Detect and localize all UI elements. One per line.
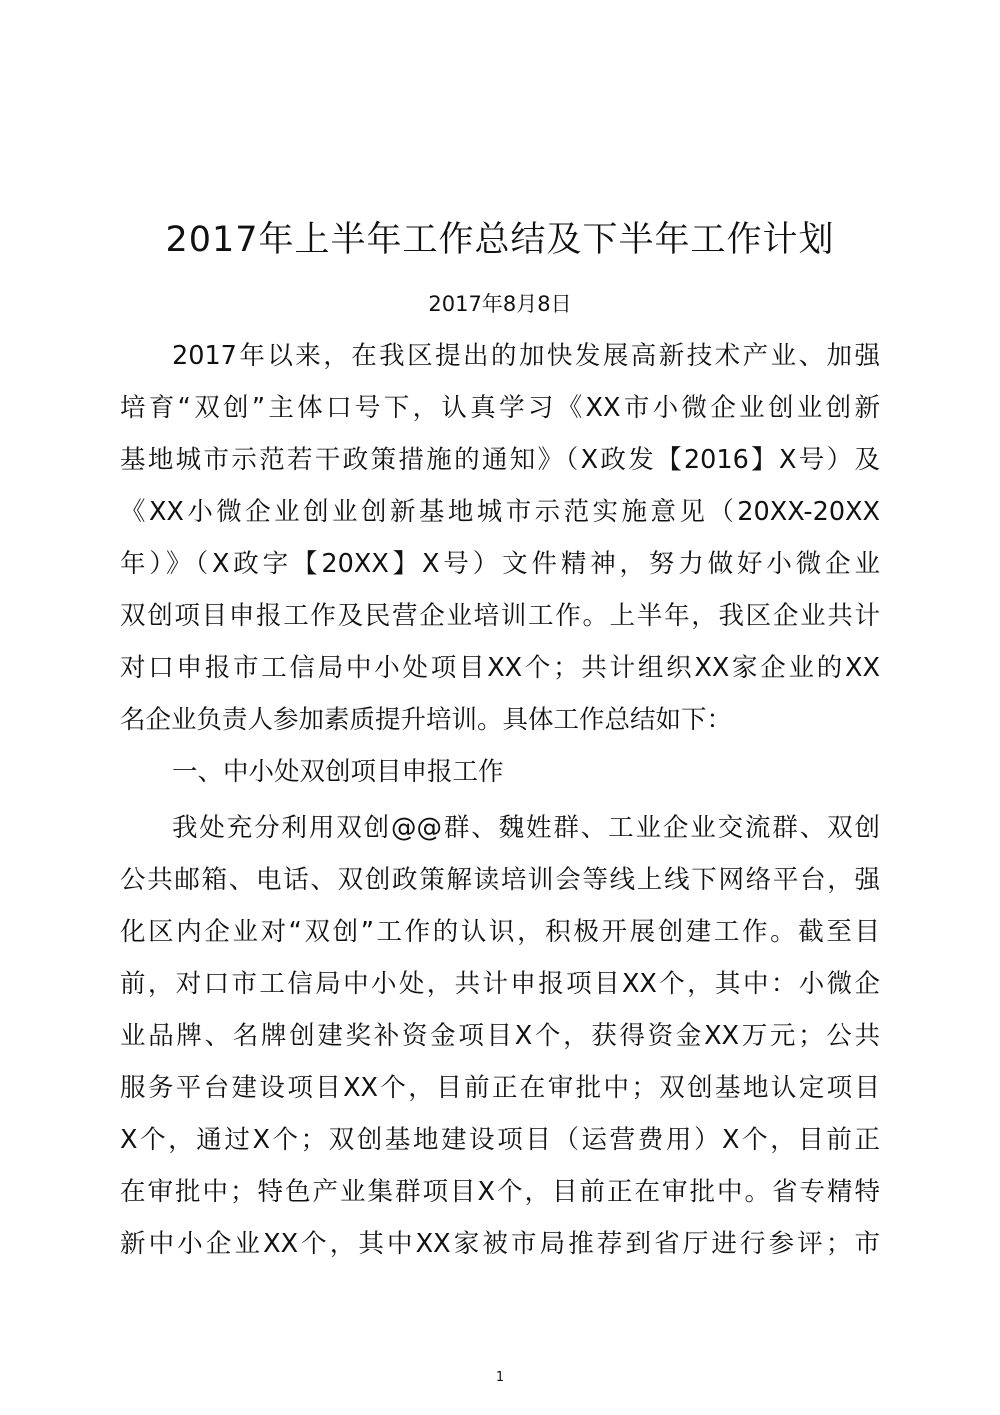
text-line: 化区内企业对“双创”工作的认识，积极开展创建工作。截至目 bbox=[120, 917, 880, 947]
text-line: 基地城市示范若干政策措施的通知》（X政发【2016】X号）及 bbox=[120, 445, 880, 475]
text-line: 公共邮箱、电话、双创政策解读培训会等线上线下网络平台，强 bbox=[120, 865, 880, 895]
document-title: 2017年上半年工作总结及下半年工作计划 bbox=[165, 220, 835, 260]
paragraph-intro bbox=[120, 330, 880, 746]
page-number: 1 bbox=[495, 1370, 505, 1385]
text-line: 培育“双创”主体口号下，认真学习《XX市小微企业创业创新 bbox=[120, 393, 880, 423]
text-line: 前，对口市工信局中小处，共计申报项目XX个，其中：小微企 bbox=[120, 969, 880, 999]
text-line: 年）》（X政字【20XX】X号）文件精神，努力做好小微企业 bbox=[120, 549, 880, 579]
paragraph-section1 bbox=[120, 802, 880, 1270]
text-line: 业品牌、名牌创建奖补资金项目X个，获得资金XX万元；公共 bbox=[120, 1021, 880, 1051]
section-heading: 一、中小处双创项目申报工作 bbox=[172, 757, 504, 787]
text-line: 《XX小微企业创业创新基地城市示范实施意见（20XX-20XX bbox=[120, 497, 880, 527]
text-line: X个，通过X个；双创基地建设项目（运营费用）X个，目前正 bbox=[120, 1125, 880, 1155]
text-line: 服务平台建设项目XX个，目前正在审批中；双创基地认定项目 bbox=[120, 1073, 880, 1103]
text-line: 名企业负责人参加素质提升培训。具体工作总结如下： bbox=[120, 705, 733, 735]
text-line: 双创项目申报工作及民营企业培训工作。上半年，我区企业共计 bbox=[120, 601, 880, 631]
document-date: 2017年8月8日 bbox=[428, 292, 572, 316]
text-line: 在审批中；特色产业集群项目X个，目前正在审批中。省专精特 bbox=[120, 1177, 880, 1207]
text-line: 我处充分利用双创@@群、魏姓群、工业企业交流群、双创 bbox=[172, 813, 880, 843]
text-line: 2017年以来，在我区提出的加快发展高新技术产业、加强 bbox=[172, 341, 880, 371]
text-line: 对口申报市工信局中小处项目XX个；共计组织XX家企业的XX bbox=[120, 653, 880, 683]
document-body bbox=[120, 330, 880, 1270]
text-line: 新中小企业XX个，其中XX家被市局推荐到省厅进行参评；市 bbox=[120, 1229, 880, 1259]
